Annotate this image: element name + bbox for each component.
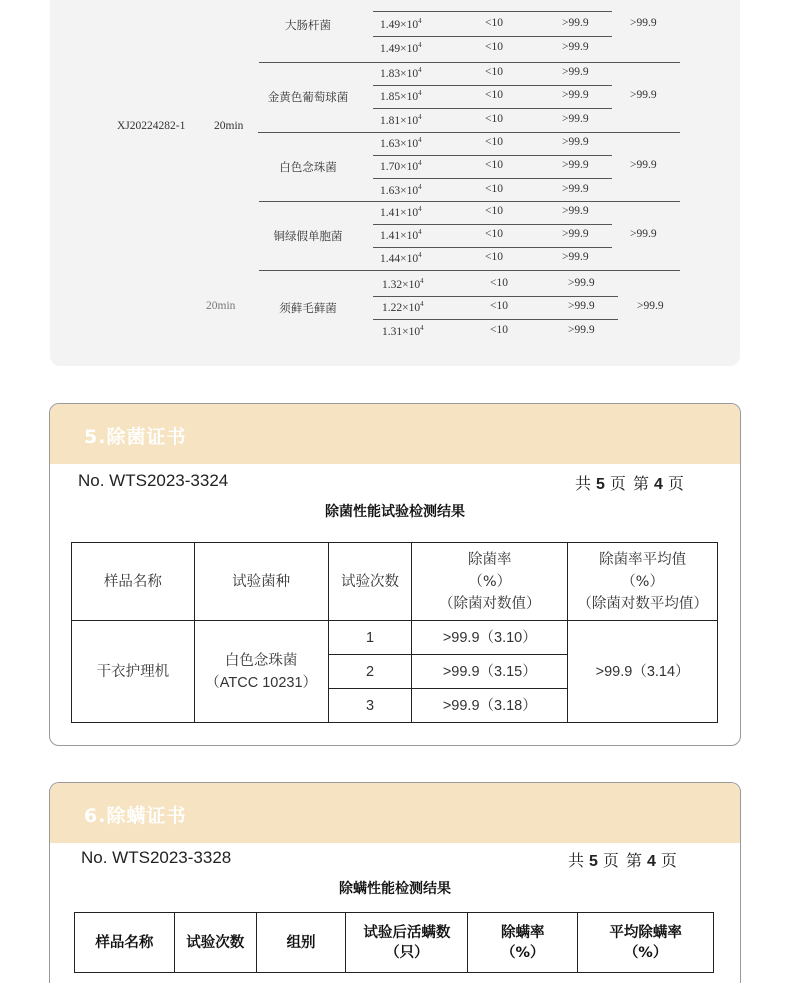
- mite-removal-results-table: [74, 912, 714, 973]
- table-header-row: [75, 913, 714, 973]
- header-test-times: 试验次数: [328, 543, 412, 621]
- test-results-table-section: [50, 0, 740, 366]
- row-divider: [373, 85, 612, 86]
- after-count-cell: <10: [490, 277, 508, 289]
- strain-name-cell: 金黄色葡萄球菌: [267, 90, 349, 104]
- strain-cell: 白色念珠菌 （ATCC 10231）: [194, 621, 328, 723]
- header-live-mites: 试验后活螨数 （只）: [346, 913, 468, 973]
- table-header-row: [72, 543, 718, 621]
- rate-cell: >99.9: [562, 66, 589, 78]
- row-divider: [373, 11, 612, 12]
- header-sample-name: 样品名称: [75, 913, 175, 973]
- row-divider: [373, 247, 612, 248]
- rate-cell: >99.9（3.10）: [412, 621, 568, 655]
- row-divider: [373, 178, 612, 179]
- average-rate-cell: >99.9: [637, 300, 664, 312]
- header-test-times: 试验次数: [174, 913, 256, 973]
- report-number: No. WTS2023-3324: [78, 471, 229, 490]
- duration-cell: 20min: [214, 120, 244, 132]
- rate-cell: >99.9: [562, 136, 589, 148]
- colony-count-cell: $1.49\times 10^4$: [380, 17, 422, 31]
- after-count-cell: <10: [490, 324, 508, 336]
- page-indicator: 共 5 页 第 4 页: [568, 851, 678, 870]
- certificate-6-header: [50, 783, 740, 843]
- colony-count-cell: $1.22\times 10^4$: [382, 300, 424, 314]
- rate-cell: >99.9: [562, 159, 589, 171]
- after-count-cell: <10: [485, 159, 503, 171]
- table-subtitle: 除菌性能试验检测结果: [325, 504, 465, 520]
- sample-id-cell: XJ20224282-1: [117, 120, 186, 132]
- strain-name-cell: 须藓毛藓菌: [279, 301, 337, 315]
- strain-name-cell: 白色念珠菌: [279, 160, 337, 174]
- after-count-cell: <10: [485, 205, 503, 217]
- rate-cell: >99.9: [562, 251, 589, 263]
- strain-name-cell: 大肠杆菌: [285, 18, 331, 32]
- colony-count-cell: $1.44\times 10^4$: [380, 251, 422, 265]
- rate-cell: >99.9（3.15）: [412, 655, 568, 689]
- row-divider: [373, 319, 618, 320]
- table-subtitle: 除螨性能检测结果: [339, 881, 451, 897]
- times-cell: 2: [328, 655, 412, 689]
- table-row: [72, 621, 718, 655]
- rate-cell: >99.9: [562, 89, 589, 101]
- after-count-cell: <10: [490, 300, 508, 312]
- colony-count-cell: $1.41\times 10^4$: [380, 228, 422, 242]
- colony-count-cell: $1.41\times 10^4$: [380, 205, 422, 219]
- rate-cell: >99.9: [562, 205, 589, 217]
- times-cell: 3: [328, 689, 412, 723]
- after-count-cell: <10: [485, 17, 503, 29]
- header-average-removal-rate: 平均除螨率 （%）: [578, 913, 714, 973]
- after-count-cell: <10: [485, 251, 503, 263]
- row-divider: [373, 224, 612, 225]
- sample-name-cell: 干衣护理机: [72, 621, 195, 723]
- certificate-5-card: [49, 403, 741, 746]
- after-count-cell: <10: [485, 113, 503, 125]
- colony-count-cell: $1.49\times 10^4$: [380, 41, 422, 55]
- colony-count-cell: $1.83\times 10^4$: [380, 66, 422, 80]
- duration-cell: 20min: [206, 300, 236, 312]
- page-indicator: 共 5 页 第 4 页: [575, 474, 685, 493]
- rate-cell: >99.9: [568, 324, 595, 336]
- colony-count-cell: $1.31\times 10^4$: [382, 324, 424, 338]
- rate-cell: >99.9: [562, 41, 589, 53]
- header-group: 组别: [256, 913, 346, 973]
- group-divider: [259, 201, 680, 202]
- average-rate-cell: >99.9: [630, 89, 657, 101]
- colony-count-cell: $1.85\times 10^4$: [380, 89, 422, 103]
- after-count-cell: <10: [485, 89, 503, 101]
- header-strain: 试验菌种: [194, 543, 328, 621]
- after-count-cell: <10: [485, 41, 503, 53]
- certificate-5-header: [50, 404, 740, 464]
- colony-count-cell: $1.81\times 10^4$: [380, 113, 422, 127]
- rate-cell: >99.9: [568, 277, 595, 289]
- colony-count-cell: $1.63\times 10^4$: [380, 136, 422, 150]
- row-divider: [373, 155, 612, 156]
- average-rate-cell: >99.9: [630, 17, 657, 29]
- after-count-cell: <10: [485, 228, 503, 240]
- certificate-6-title: 6.除螨证书: [84, 805, 187, 827]
- rate-cell: >99.9: [562, 17, 589, 29]
- certificate-5-title: 5.除菌证书: [84, 426, 187, 448]
- average-rate-cell: >99.9: [630, 228, 657, 240]
- row-divider: [373, 36, 612, 37]
- rate-cell: >99.9: [562, 183, 589, 195]
- sterilization-results-table: [71, 542, 718, 723]
- group-divider: [259, 270, 680, 271]
- header-rate: 除菌率 （%） （除菌对数值）: [412, 543, 568, 621]
- after-count-cell: <10: [485, 183, 503, 195]
- report-number: No. WTS2023-3328: [81, 848, 232, 867]
- header-mite-removal-rate: 除螨率 （%）: [468, 913, 578, 973]
- left-divider: [258, 132, 295, 133]
- colony-count-cell: $1.32\times 10^4$: [382, 277, 424, 291]
- row-divider: [373, 108, 612, 109]
- average-rate-cell: >99.9: [630, 159, 657, 171]
- header-average-rate: 除菌率平均值 （%） （除菌对数平均值）: [568, 543, 718, 621]
- after-count-cell: <10: [485, 66, 503, 78]
- rate-cell: >99.9: [568, 300, 595, 312]
- rate-cell: >99.9: [562, 228, 589, 240]
- times-cell: 1: [328, 621, 412, 655]
- header-sample-name: 样品名称: [72, 543, 195, 621]
- after-count-cell: <10: [485, 136, 503, 148]
- average-rate-cell: >99.9（3.14）: [568, 621, 718, 723]
- group-divider: [259, 132, 680, 133]
- strain-name-cell: 铜绿假单胞菌: [273, 229, 343, 243]
- certificate-6-card: [49, 782, 741, 983]
- colony-count-cell: [380, 0, 422, 1]
- group-divider: [259, 62, 680, 63]
- colony-count-cell: $1.70\times 10^4$: [380, 159, 422, 173]
- row-divider: [373, 296, 618, 297]
- colony-count-cell: $1.63\times 10^4$: [380, 183, 422, 197]
- rate-cell: >99.9（3.18）: [412, 689, 568, 723]
- rate-cell: >99.9: [562, 113, 589, 125]
